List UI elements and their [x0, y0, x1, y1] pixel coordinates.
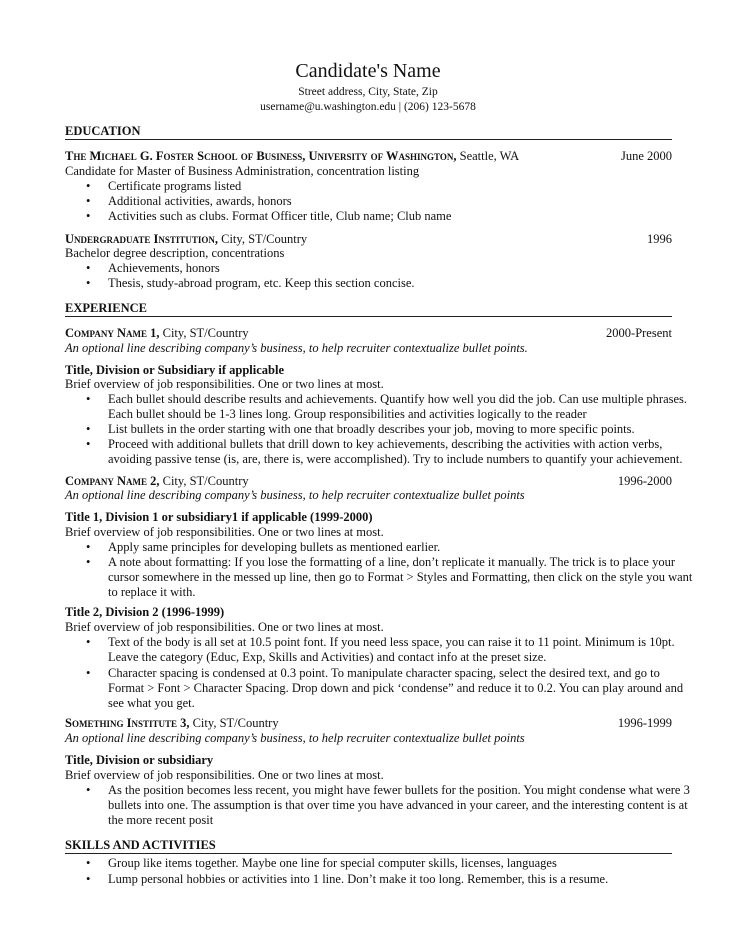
job3-bullet-line: the more recent posit: [108, 813, 214, 827]
job3-company: Something Institute 3,: [65, 716, 190, 730]
school1-bullet: Activities such as clubs. Format Officer title, Club name; Club name: [108, 209, 452, 223]
bullet-glyph: •: [86, 635, 91, 649]
school1-location: Seattle, WA: [456, 149, 520, 163]
school1-desc: Candidate for Master of Business Administration, concentration listing: [65, 164, 420, 178]
bullet-glyph: •: [86, 856, 91, 870]
job1-bullet-line: Proceed with additional bullets that drill down to key achievements, describing the activities with action verbs,: [108, 437, 663, 451]
bullet-glyph: •: [86, 194, 91, 208]
job2-bullet-line: see what you get.: [108, 696, 195, 710]
job3-overview: Brief overview of job responsibilities. One or two lines at most.: [65, 768, 384, 782]
school1-line: [65, 149, 519, 164]
school2-bullet: Achievements, honors: [108, 261, 220, 275]
skills-bullet: Group like items together. Maybe one line for special computer skills, licenses, languages: [108, 856, 557, 870]
job1-bullet-line: Each bullet should be 1-3 lines long. Group responsibilities and activities logically to the reader: [108, 407, 587, 421]
job3-bullet-line: As the position becomes less recent, you might have fewer bullets for the position. You might condense what were 3: [108, 783, 690, 797]
job2-bullet-line: to replace it with.: [108, 585, 196, 599]
school2-desc: Bachelor degree description, concentrations: [65, 246, 285, 260]
job1-line: [65, 326, 249, 341]
school2-location: City, ST/Country: [218, 232, 308, 246]
bullet-glyph: •: [86, 276, 91, 290]
school2-bullet: Thesis, study-abroad program, etc. Keep this section concise.: [108, 276, 415, 290]
job2-bullet-line: Text of the body is all set at 10.5 point font. If you need less space, you can raise it to 11 point. Minimum is 10pt.: [108, 635, 675, 649]
bullet-glyph: •: [86, 783, 91, 797]
bullet-glyph: •: [86, 437, 91, 451]
job3-location: City, ST/Country: [189, 716, 279, 730]
contact-info: username@u.washington.edu | (206) 123-5678: [260, 101, 476, 113]
school2-date: 1996: [647, 232, 672, 246]
education-rule: [65, 139, 672, 140]
job2-line: [65, 474, 249, 489]
school1-date: June 2000: [620, 149, 672, 163]
job1-bullet-line: avoiding passive tense (is, are, there is, were accomplished). Try to include numbers to quantify your achievement.: [108, 452, 683, 466]
job2-bullet-line: cursor somewhere in the messed up line, then go to Format > Styles and Formatting, then click on the style you want: [108, 570, 693, 584]
school1-bullet: Certificate programs listed: [108, 179, 242, 193]
bullet-glyph: •: [86, 555, 91, 569]
bullet-glyph: •: [86, 540, 91, 554]
job2-title1: Title 1, Division 1 or subsidiary1 if applicable (1999-2000): [65, 510, 373, 524]
bullet-glyph: •: [86, 666, 91, 680]
skills-heading: SKILLS AND ACTIVITIES: [65, 838, 216, 852]
job3-title: Title, Division or subsidiary: [65, 753, 214, 767]
job1-title: Title, Division or Subsidiary if applicable: [65, 363, 285, 377]
job2-overview2: Brief overview of job responsibilities. One or two lines at most.: [65, 620, 384, 634]
school1-name: The Michael G. Foster School of Business, University of Washington,: [65, 149, 457, 163]
job3-tagline: An optional line describing company’s business, to help recruiter contextualize bullet points: [65, 731, 525, 745]
bullet-glyph: •: [86, 872, 91, 886]
bullet-glyph: •: [86, 179, 91, 193]
bullet-glyph: •: [86, 392, 91, 406]
job2-title2: Title 2, Division 2 (1996-1999): [65, 605, 225, 619]
school2-line: [65, 232, 307, 247]
job2-tagline: An optional line describing company’s business, to help recruiter contextualize bullet points: [65, 488, 525, 502]
job2-bullet-line: Format > Font > Character Spacing. Drop down and pick ‘condense” and reduce it to 0.2. You can play around and: [108, 681, 684, 695]
job1-overview: Brief overview of job responsibilities. One or two lines at most.: [65, 377, 384, 391]
job2-bullet-line: Leave the category (Educ, Exp, Skills and Activities) and contact info at the preset size.: [108, 650, 547, 664]
bullet-glyph: •: [86, 261, 91, 275]
job2-location: City, ST/Country: [159, 474, 249, 488]
school1-bullet: Additional activities, awards, honors: [108, 194, 292, 208]
job2-bullet-line: Character spacing is condensed at 0.3 point. To manipulate character spacing, select the desired text, and go to: [108, 666, 660, 680]
job3-line: [65, 716, 279, 731]
school2-name: Undergraduate Institution,: [65, 232, 218, 246]
experience-heading: EXPERIENCE: [65, 301, 147, 315]
job1-bullet-line: Each bullet should describe results and achievements. Quantify how well you did the job. Can use multiple phrases.: [108, 392, 688, 406]
job2-overview1: Brief overview of job responsibilities. One or two lines at most.: [65, 525, 384, 539]
job1-tagline: An optional line describing company’s business, to help recruiter contextualize bullet points.: [65, 341, 528, 355]
street-address: Street address, City, State, Zip: [298, 86, 438, 98]
job2-bullet-line: Apply same principles for developing bullets as mentioned earlier.: [108, 540, 441, 554]
job1-date: 2000-Present: [606, 326, 672, 340]
job2-date: 1996-2000: [617, 474, 672, 488]
job1-location: City, ST/Country: [159, 326, 249, 340]
skills-bullet: Lump personal hobbies or activities into 1 line. Don’t make it too long. Remember, this is a resume.: [108, 872, 609, 886]
job1-company: Company Name 1,: [65, 326, 160, 340]
job1-bullet-line: List bullets in the order starting with one that broadly describes your job, moving to more specific points.: [108, 422, 635, 436]
job3-date: 1996-1999: [617, 716, 672, 730]
bullet-glyph: •: [86, 422, 91, 436]
candidate-name: Candidate's Name: [295, 60, 441, 82]
job3-bullet-line: bullets into one. The assumption is that over time you have advanced in your career, and the interesting content is at: [108, 798, 688, 812]
bullet-glyph: •: [86, 209, 91, 223]
job2-bullet-line: A note about formatting: If you lose the formatting of a line, don’t replicate it manually. The trick is to place your: [108, 555, 675, 569]
job2-company: Company Name 2,: [65, 474, 160, 488]
skills-rule: [65, 853, 672, 854]
experience-rule: [65, 316, 672, 317]
education-heading: EDUCATION: [65, 124, 141, 138]
